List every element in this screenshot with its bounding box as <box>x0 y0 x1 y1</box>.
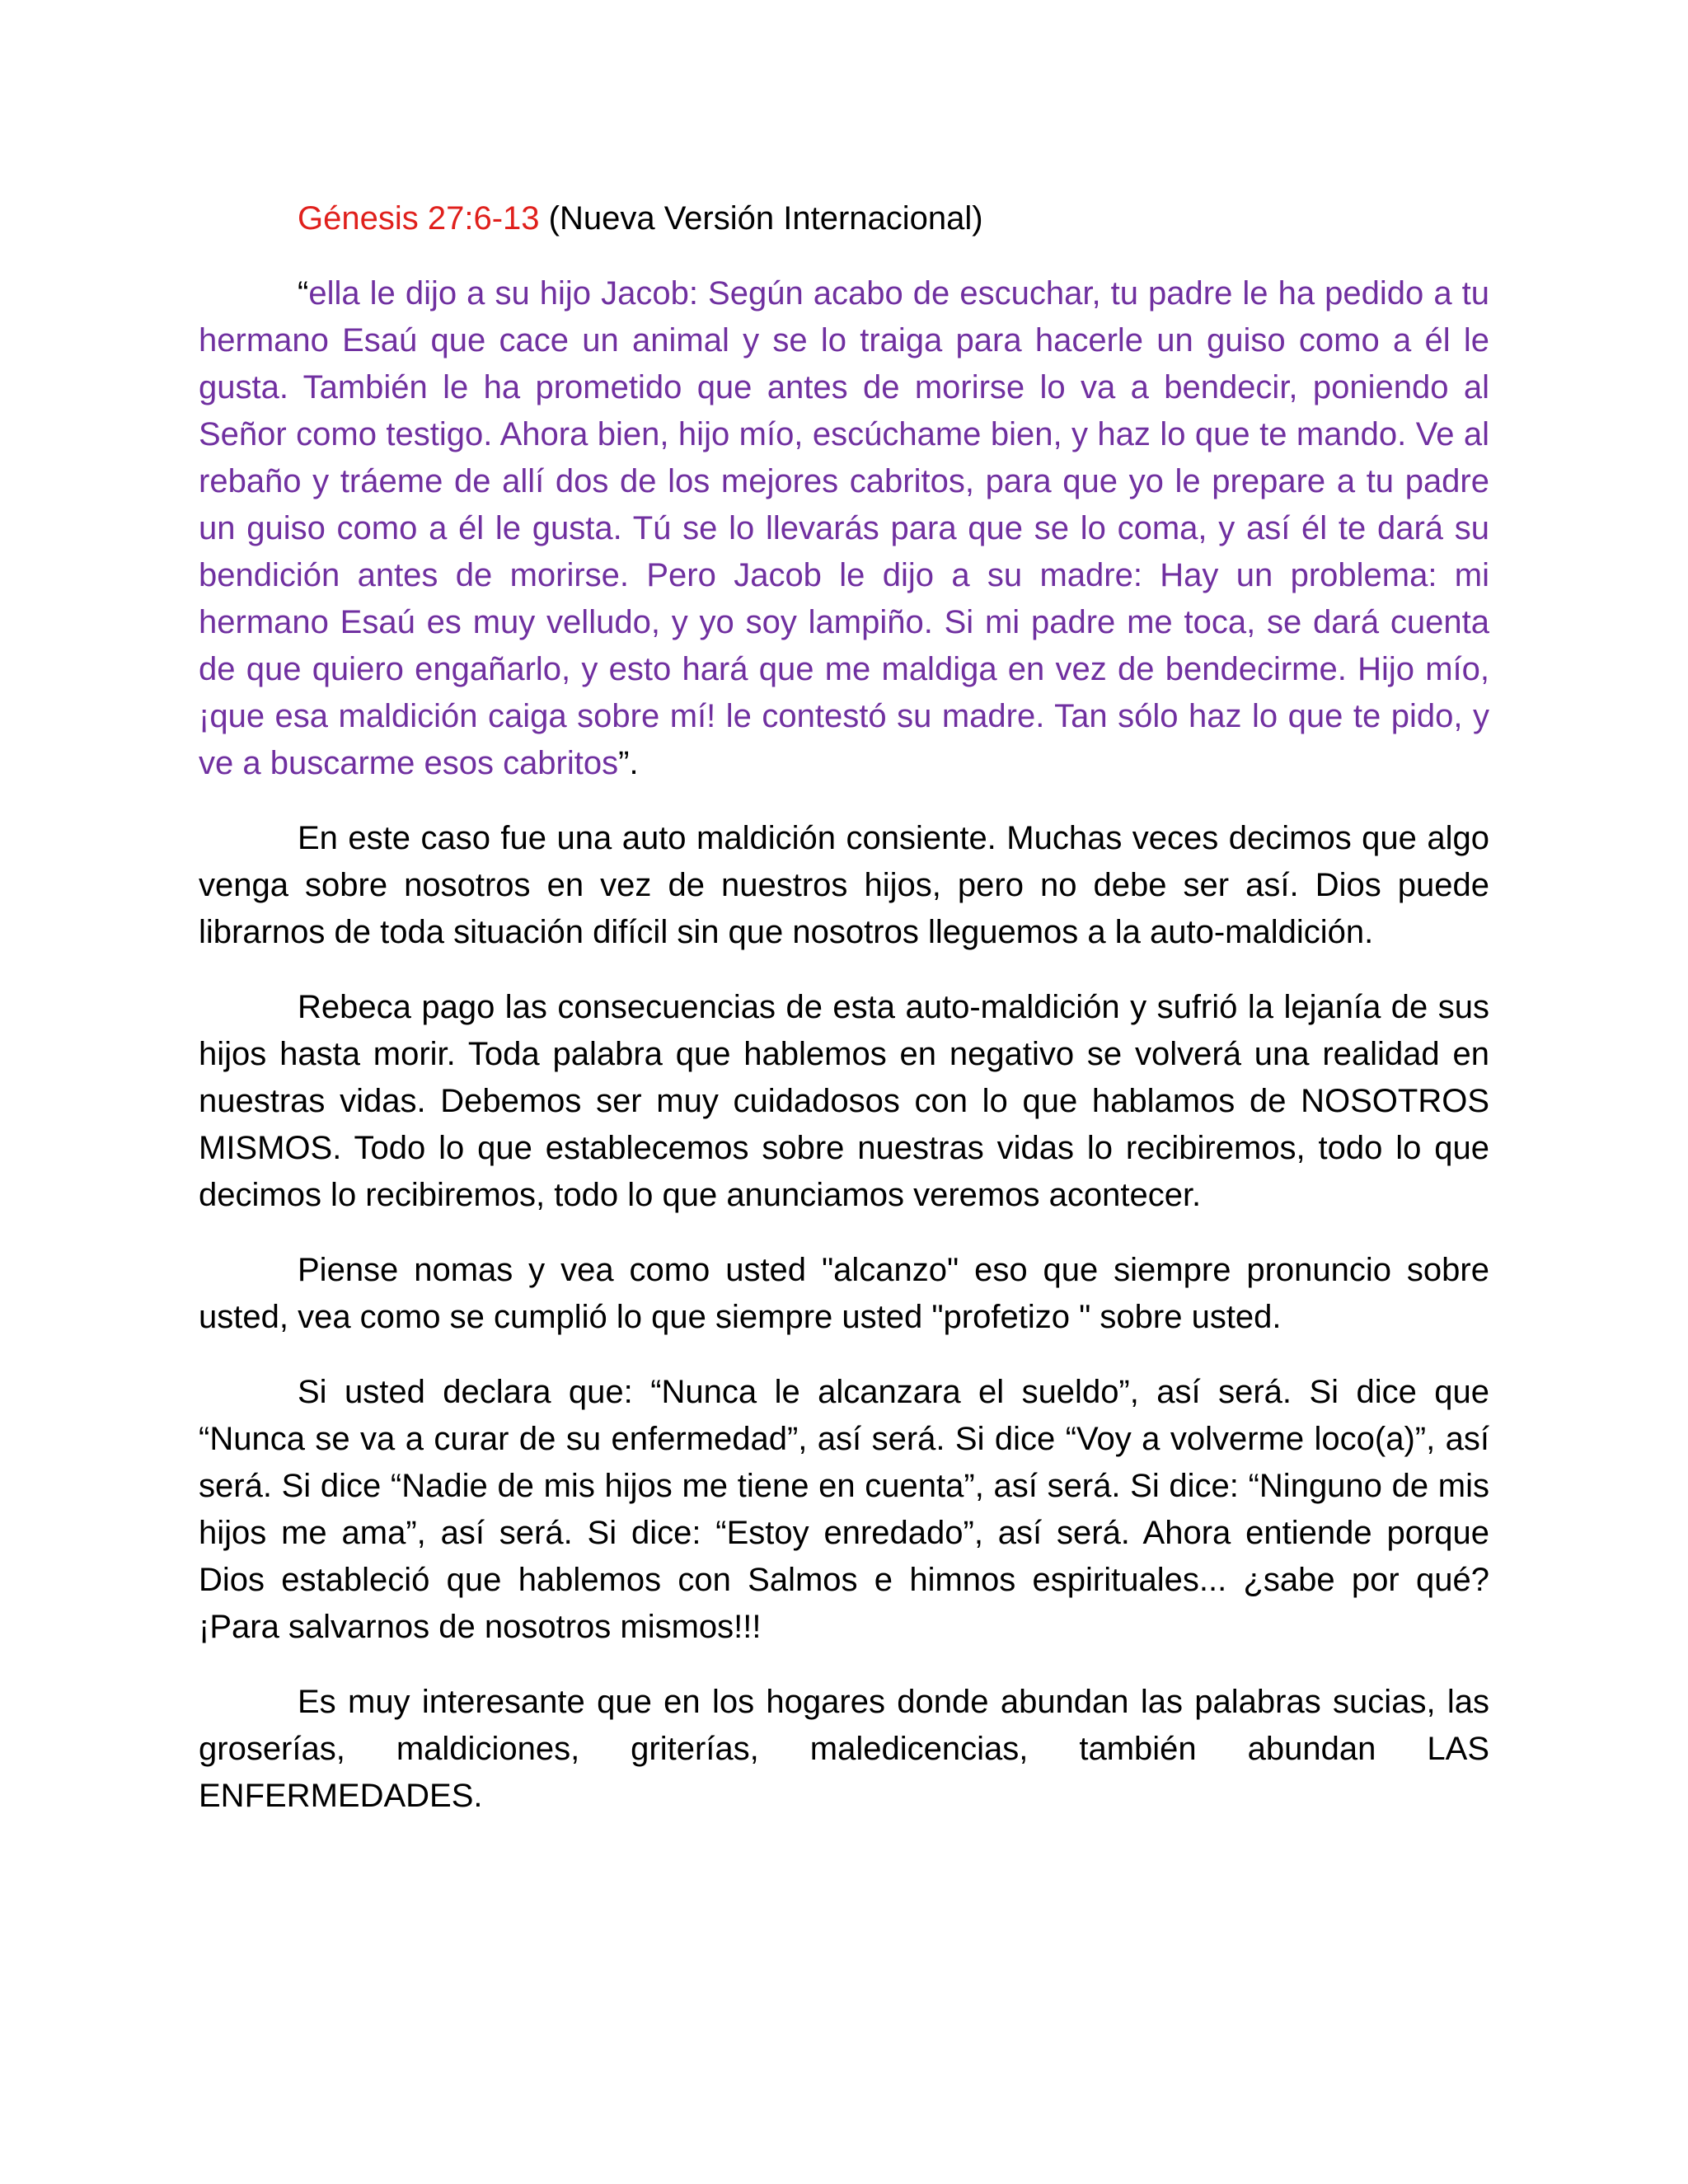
quote-text: ella le dijo a su hijo Jacob: Según acabo de escuchar, tu padre le ha pedido a tu hermano Esaú que cace un animal y se lo traiga para hacerle un guiso como a él le gusta. También le ha prometido que antes de morirse lo va a bendecir, poniendo al Señor como testigo. Ahora bien, hijo mío, escúchame bien, y haz lo que te mando. Ve al rebaño y tráeme de allí dos de los mejores cabritos, para que yo le prepare a tu padre un guiso como a él le gusta. Tú se lo llevarás para que se lo coma, y así él te dará su bendición antes de morirse. Pero Jacob le dijo a su madre: Hay un problema: mi hermano Esaú es muy velludo, y yo soy lampiño. Si mi padre me toca, se dará cuenta de que quiero engañarlo, y esto hará que me maldiga en vez de bendecirme. Hijo mío, ¡que esa maldición caiga sobre mí! le contestó su madre. Tan sólo haz lo que te pido, y ve a buscarme esos cabritos <box>199 275 1489 781</box>
paragraph-2: Rebeca pago las consecuencias de esta auto-maldición y sufrió la lejanía de sus hijos hasta morir. Toda palabra que hablemos en negativo se volverá una realidad en nuestras vidas. Debemos ser muy cuidadosos con lo que hablamos de NOSOTROS MISMOS. Todo lo que establecemos sobre nuestras vidas lo recibiremos, todo lo que decimos lo recibiremos, todo lo que anunciamos veremos acontecer. <box>199 989 1489 1213</box>
quote-close-mark: ”. <box>618 745 639 781</box>
document-page <box>199 195 1489 1848</box>
paragraph-5: Es muy interesante que en los hogares donde abundan las palabras sucias, las groserías, maldiciones, griterías, maledicencias, también abundan LAS ENFERMEDADES. <box>199 1684 1489 1814</box>
paragraph-1: En este caso fue una auto maldición consiente. Muchas veces decimos que algo venga sobre nosotros en vez de nuestros hijos, pero no debe ser así. Dios puede librarnos de toda situación difícil sin que nosotros lleguemos a la auto-maldición. <box>199 820 1489 950</box>
paragraph-4: Si usted declara que: “Nunca le alcanzara el sueldo”, así será. Si dice que “Nunca se va a curar de su enfermedad”, así será. Si dice “Voy a volverme loco(a)”, así será. Si dice “Nadie de mis hijos me tiene en cuenta”, así será. Si dice: “Ninguno de mis hijos me ama”, así será. Si dice: “Estoy enredado”, así será. Ahora entiende porque Dios estableció que hablemos con Salmos e himnos espirituales... ¿sabe por qué? ¡Para salvarnos de nosotros mismos!!! <box>199 1374 1489 1645</box>
bible-version: (Nueva Versión Internacional) <box>548 200 983 237</box>
quote-open-mark: “ <box>298 275 309 312</box>
paragraph-3: Piense nomas y vea como usted "alcanzo" eso que siempre pronuncio sobre usted, vea como se cumplió lo que siempre usted "profetizo " sobre usted. <box>199 1252 1489 1335</box>
scripture-reference: Génesis 27:6-13 <box>298 200 540 237</box>
scripture-quote <box>199 270 1489 787</box>
citation-heading <box>199 195 1489 242</box>
